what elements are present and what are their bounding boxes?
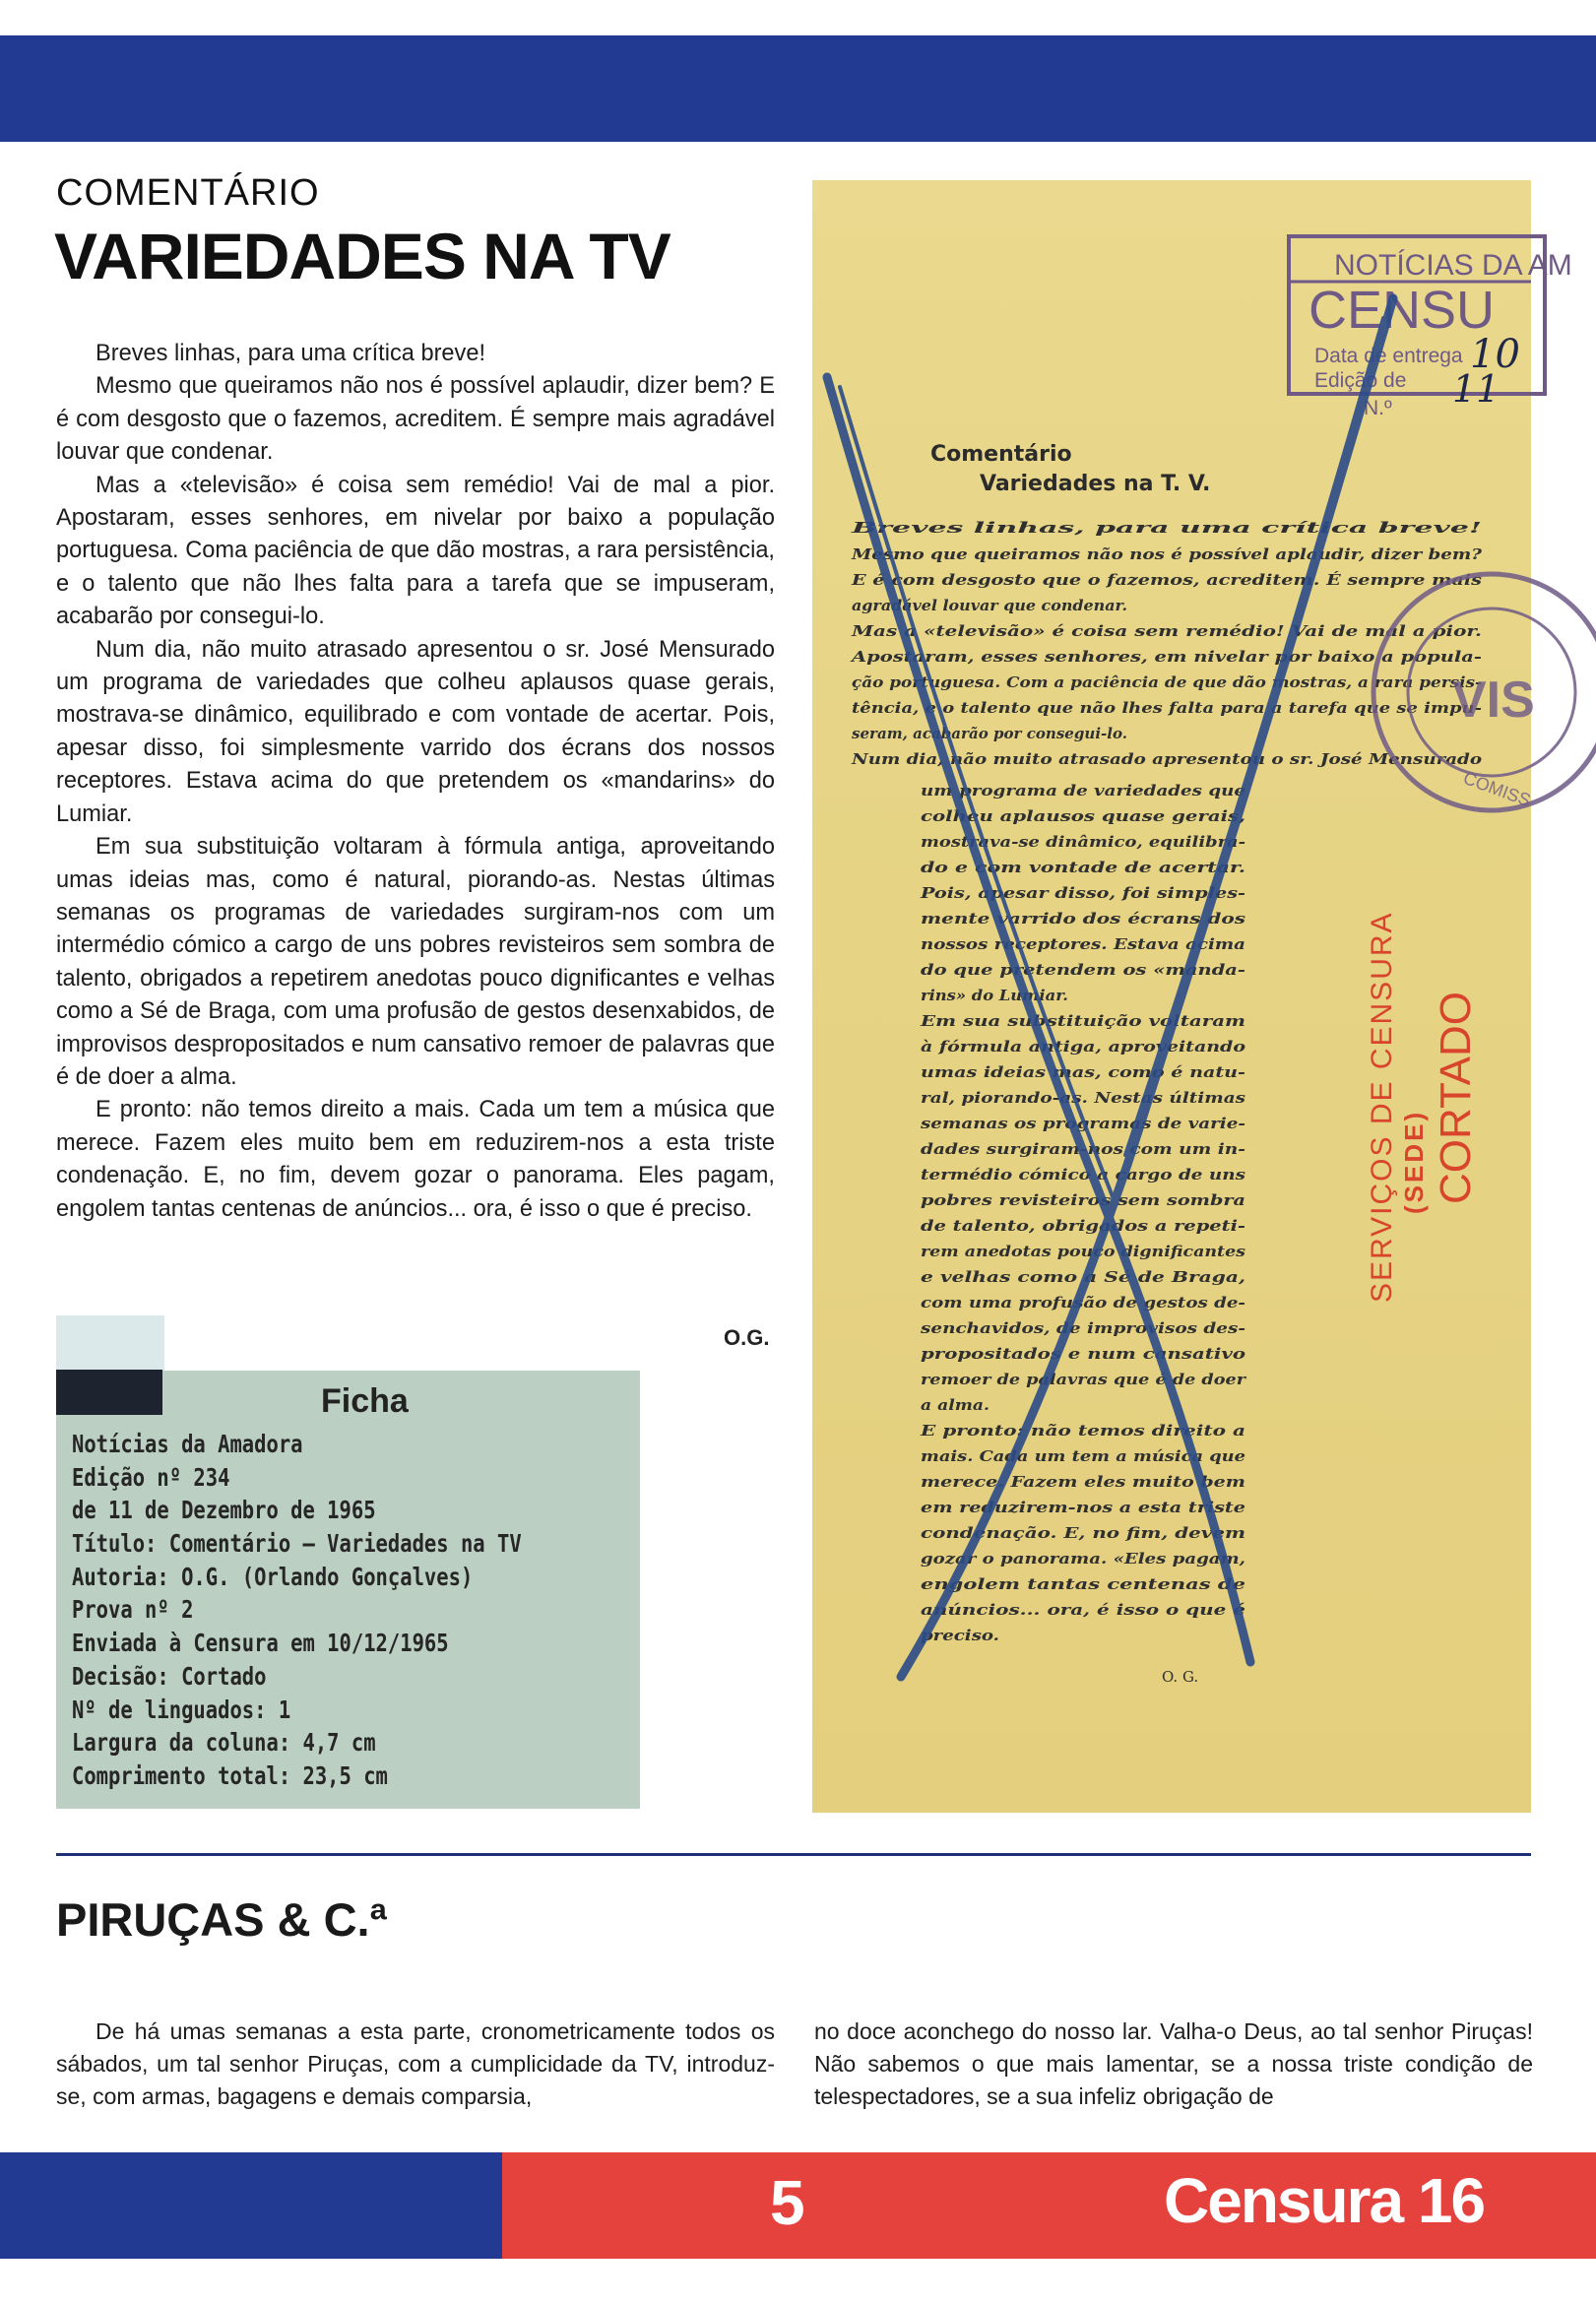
ficha-line: Autoria: O.G. (Orlando Gonçalves) bbox=[72, 1562, 474, 1591]
doc-col-line: merece. Fazem eles muito bem bbox=[921, 1473, 1245, 1491]
footer-blue-band bbox=[0, 2152, 502, 2259]
doc-col-line: pobres revisteiros sem sombra bbox=[921, 1191, 1245, 1209]
ficha-line: Título: Comentário – Variedades na TV bbox=[72, 1529, 522, 1559]
doc-line: Mesmo que queiramos não nos é possível aplaudir, dizer bem? bbox=[850, 545, 1483, 563]
round-stamp-text: VIS bbox=[1452, 672, 1535, 729]
doc-col-line: senchavidos, de improvisos des- bbox=[921, 1319, 1245, 1337]
handwritten-number-11: 11 bbox=[1452, 367, 1500, 411]
section2-right-column bbox=[814, 2016, 1533, 2113]
doc-col-line: mostrava-se dinâmico, equilibra- bbox=[921, 833, 1245, 851]
censor-cross-mark bbox=[827, 298, 1393, 1677]
doc-line: tência, e o talento que não lhes falta para a tarefa que se impu- bbox=[852, 699, 1482, 717]
doc-col-line: engolem tantas centenas de bbox=[921, 1575, 1245, 1593]
doc-line: Mas a «televisão» é coisa sem remédio! Vai de mal a pior. bbox=[850, 622, 1482, 640]
doc-col-line: preciso. bbox=[921, 1627, 999, 1644]
scan-svg bbox=[812, 180, 1572, 1813]
doc-col-line: e velhas como a Sé de Braga, bbox=[921, 1268, 1245, 1286]
censorship-stamp-top bbox=[1289, 236, 1572, 419]
ficha-line: de 11 de Dezembro de 1965 bbox=[72, 1496, 376, 1525]
section2-title: PIRUÇAS & C.ª bbox=[56, 1893, 387, 1946]
doc-line: seram, acabarão por consegui-lo. bbox=[852, 725, 1127, 742]
article-paragraph: Num dia, não muito atrasado apresentou o sr. José Mensurado um programa de variedades que colheu aplausos quase gerais, mostrava-se dinâmico, equilibrado e com vontade de acertar. Pois, apesar disso, foi simplesmente varrido dos écrans dos nossos receptores. Estava acima do que pretendem os «mandarins» do Lumiar. bbox=[56, 636, 775, 827]
doc-col-line: do que pretendem os «manda- bbox=[921, 961, 1245, 979]
doc-col-line: mente varrido dos écrans dos bbox=[921, 910, 1246, 928]
doc-col-line: gozar o panorama. «Eles pagam, bbox=[921, 1550, 1245, 1568]
section2-left-text: De há umas semanas a esta parte, cronometricamente todos os sábados, um tal senhor Piruças, com a cumplicidade da TV, introduz-se, com armas, bagagens e demais comparsia, bbox=[56, 2018, 775, 2109]
stamp-top-line1: NOTÍCIAS DA AM bbox=[1334, 249, 1572, 282]
vertical-stamp-cortado: CORTADO bbox=[1432, 992, 1480, 1204]
handwritten-number-10: 10 bbox=[1470, 332, 1520, 377]
doc-line: Num dia, não muito atrasado apresentou o sr. José Mensurado bbox=[850, 750, 1482, 768]
stamp-top-line5: N.º bbox=[1364, 397, 1392, 419]
article-paragraph: Mesmo que queiramos não nos é possível aplaudir, dizer bem? E é com desgosto que o fazemos, acreditem. É sempre mais agradável louvar que condenar. bbox=[56, 373, 775, 466]
doc-col-line: semanas os programas de varie- bbox=[921, 1115, 1245, 1132]
ficha-line: Nº de linguados: 1 bbox=[72, 1695, 291, 1724]
doc-line: Apostaram, esses senhores, em nivelar por baixo a popula- bbox=[849, 648, 1482, 666]
doc-col-line: de talento, obrigados a repeti- bbox=[921, 1217, 1245, 1235]
ficha-line: Decisão: Cortado bbox=[72, 1661, 267, 1691]
doc-line: E é com desgosto que o fazemos, acreditem. É sempre mais bbox=[850, 571, 1483, 589]
doc-col-line: termédio cómico a cargo de uns bbox=[921, 1166, 1246, 1184]
doc-heading-2: Variedades na T. V. bbox=[980, 472, 1211, 496]
ficha-line: Edição nº 234 bbox=[72, 1462, 230, 1492]
doc-col-line: do e com vontade de acertar. bbox=[921, 859, 1245, 876]
doc-col-line: condenação. E, no fim, devem bbox=[921, 1524, 1245, 1542]
stamp-top-line4: Edição de bbox=[1314, 369, 1407, 392]
ficha-tab-decoration bbox=[56, 1315, 164, 1375]
doc-col-line: rem anedotas pouco dignificantes bbox=[921, 1243, 1246, 1260]
doc-col-line: com uma profusão de gestos de- bbox=[921, 1294, 1245, 1312]
doc-wide-text bbox=[849, 519, 1482, 768]
article-headline: VARIEDADES NA TV bbox=[54, 220, 670, 292]
doc-line: agradável louvar que condenar. bbox=[852, 597, 1127, 614]
doc-col-line: a alma. bbox=[921, 1396, 990, 1414]
doc-column-text bbox=[920, 782, 1247, 1644]
censored-document-scan bbox=[812, 180, 1572, 1813]
doc-col-line: à fórmula antiga, aproveitando bbox=[921, 1038, 1245, 1056]
article-paragraph: E pronto: não temos direito a mais. Cada um tem a música que merece. Fazem eles muito bem em reduzirem-nos a esta triste condenação. E, no fim, devem gozar o panorama. Eles pagam, engolem tantas centenas de anúncios... ora, é isso o que é preciso. bbox=[56, 1097, 775, 1222]
doc-col-line: colheu aplausos quase gerais, bbox=[921, 807, 1245, 825]
doc-col-line: rins» do Lumiar. bbox=[921, 987, 1068, 1004]
doc-col-line: mais. Cada um tem a música que bbox=[921, 1447, 1245, 1465]
doc-col-line: Em sua substituição voltaram bbox=[919, 1012, 1245, 1030]
round-stamp-small-text: COMISS bbox=[1460, 767, 1534, 811]
doc-col-line: nossos receptores. Estava acima bbox=[921, 935, 1245, 953]
ficha-line: Comprimento total: 23,5 cm bbox=[72, 1760, 388, 1790]
doc-col-line: remoer de palavras que é de doer bbox=[921, 1371, 1247, 1388]
round-stamp-right bbox=[1373, 574, 1596, 810]
page-number: 5 bbox=[770, 2167, 805, 2238]
ficha-title: Ficha bbox=[321, 1382, 409, 1420]
section-divider bbox=[56, 1853, 1531, 1856]
doc-col-line: anúncios... ora, é isso o que é bbox=[921, 1601, 1245, 1619]
stamp-top-line3: Data de entrega bbox=[1314, 345, 1463, 367]
ficha-line: Enviada à Censura em 10/12/1965 bbox=[72, 1629, 449, 1658]
doc-col-line: um programa de variedades que bbox=[921, 782, 1245, 800]
doc-col-line: ral, piorando-as. Nestas últimas bbox=[921, 1089, 1246, 1107]
ficha-line: Largura da coluna: 4,7 cm bbox=[72, 1728, 376, 1758]
ficha-tab-marker bbox=[56, 1370, 162, 1415]
doc-signature: O. G. bbox=[1162, 1668, 1199, 1686]
doc-col-line: umas ideias mas, como é natu- bbox=[921, 1063, 1245, 1081]
article-paragraph: Breves linhas, para uma crítica breve! bbox=[96, 341, 486, 366]
footer-publication-title: Censura 16 bbox=[1164, 2165, 1485, 2236]
doc-col-line: E pronto: não temos direito a bbox=[919, 1422, 1245, 1440]
vertical-stamp-services: SERVIÇOS DE CENSURA bbox=[1366, 911, 1398, 1303]
article-signature: O.G. bbox=[724, 1325, 770, 1350]
section-label: COMENTÁRIO bbox=[56, 172, 320, 214]
article-paragraph: Mas a «televisão» é coisa sem remédio! Vai de mal a pior. Apostaram, esses senhores, em nivelar por baixo a população portuguesa. Coma paciência de que dão mostras, a rara persistência, e o talento que não lhes falta para a tarefa que se impuseram, acabarão por consegui-lo. bbox=[56, 472, 775, 630]
doc-col-line: em reduzirem-nos a esta triste bbox=[921, 1499, 1245, 1516]
doc-col-line: propositados e num cansativo bbox=[921, 1345, 1245, 1363]
stamp-top-line2: CENSU bbox=[1309, 281, 1496, 340]
doc-heading-1: Comentário bbox=[930, 442, 1072, 467]
article-body bbox=[56, 338, 775, 1226]
doc-line: Breves linhas, para uma crítica breve! bbox=[850, 519, 1482, 537]
ficha-line: Prova nº 2 bbox=[72, 1595, 194, 1625]
doc-col-line: dades surgiram-nos com um in- bbox=[921, 1140, 1245, 1158]
ficha-line: Notícias da Amadora bbox=[72, 1430, 303, 1458]
section2-left-column bbox=[56, 2016, 775, 2113]
doc-col-line: Pois, apesar disso, foi simples- bbox=[919, 884, 1245, 902]
top-color-band bbox=[0, 35, 1596, 142]
section2-right-text: no doce aconchego do nosso lar. Valha-o Deus, ao tal senhor Piruças! Não sabemos o que mais lamentar, se a nossa triste condição de telespectadores, se a sua infeliz obrigação de bbox=[814, 2018, 1533, 2109]
vertical-stamp-sede: (SEDE) bbox=[1399, 1109, 1429, 1214]
article-paragraph: Em sua substituição voltaram à fórmula antiga, aproveitando umas ideias mas, como é natural, piorando-as. Nestas últimas semanas os programas de variedades surgiram-nos com um intermédio cómico a cargo de uns pobres revisteiros sem sombra de talento, obrigados a repetirem anedotas pouco dignificantes e velhas como a Sé de Braga, com uma profusão de gestos desenxabidos, de improvisos despropositados e num cansativo remoer de palavras que é de doer a alma. bbox=[56, 834, 775, 1090]
doc-line: ção portuguesa. Com a paciência de que dão mostras, a rara persis- bbox=[852, 673, 1482, 691]
ficha-details bbox=[72, 1428, 522, 1793]
